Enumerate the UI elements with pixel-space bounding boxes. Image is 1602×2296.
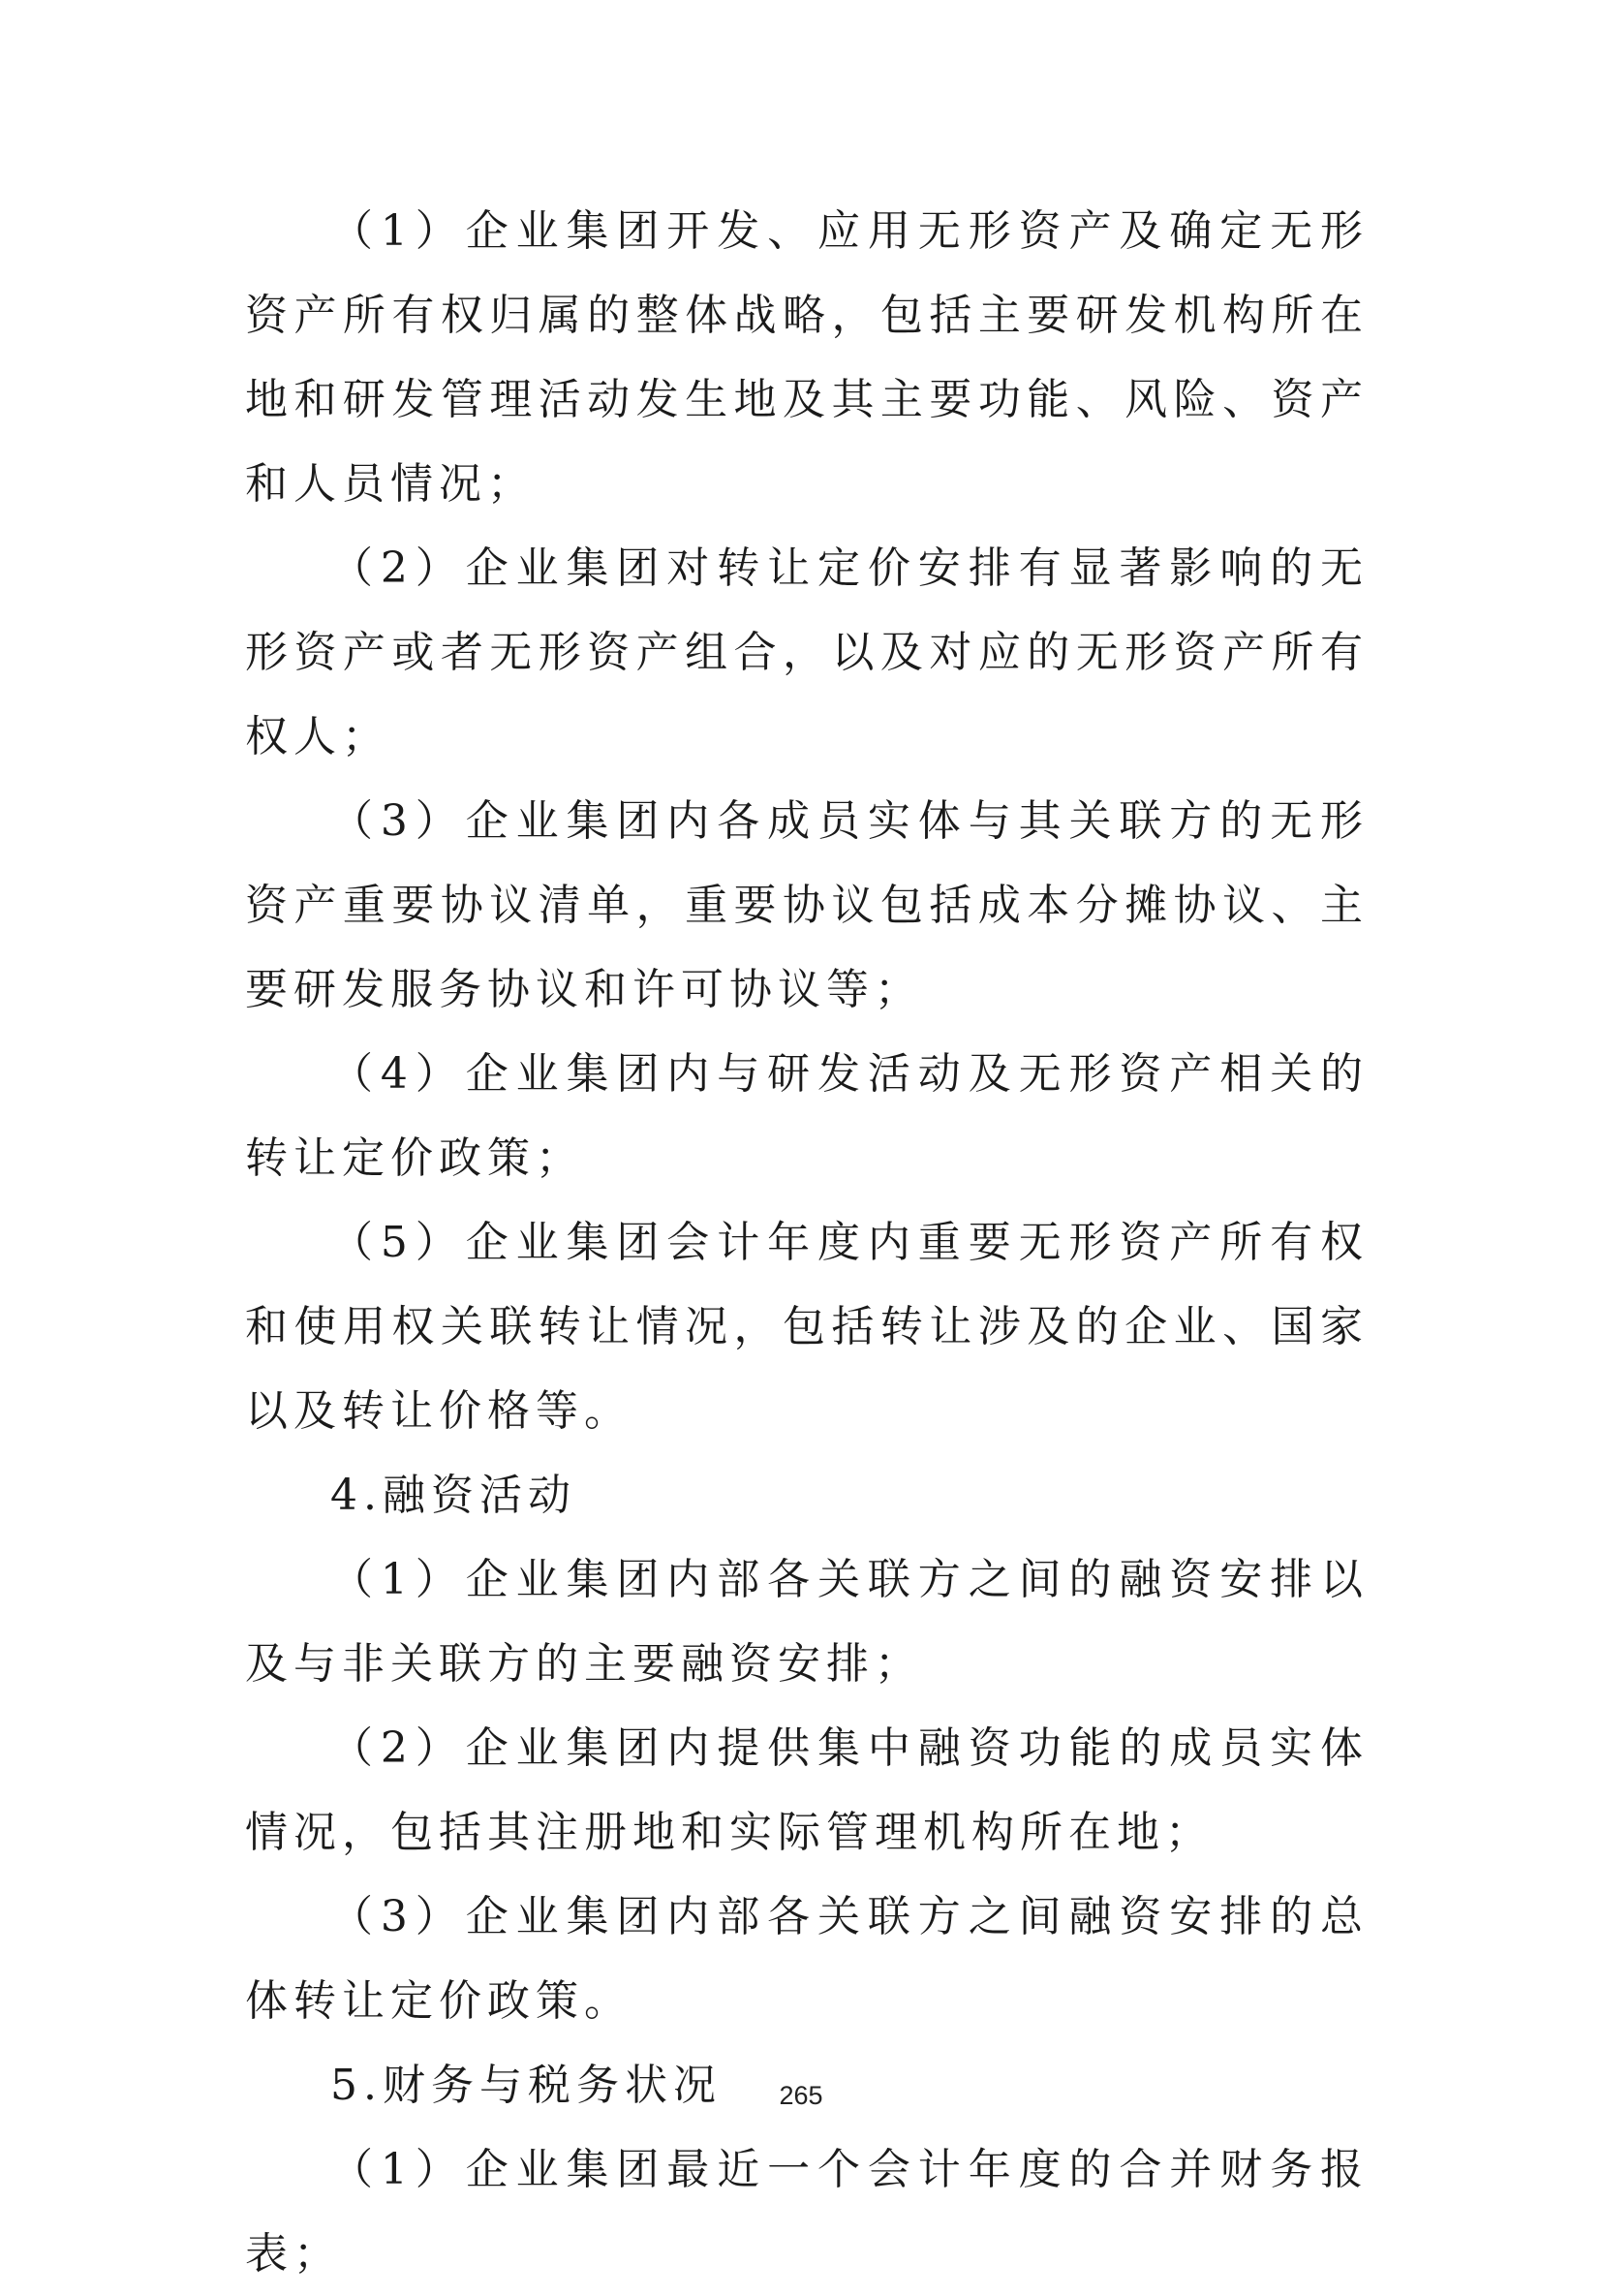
paragraph-financing-arrangements: （1）企业集团内部各关联方之间的融资安排以及与非关联方的主要融资安排；: [245, 1555, 1369, 1689]
paragraph-intangible-assets: （2）企业集团对转让定价安排有显著影响的无形资产或者无形资产组合，以及对应的无形资产所有权人；: [245, 543, 1369, 761]
paragraph-intangible-strategy: （1）企业集团开发、应用无形资产及确定无形资产所有权归属的整体战略，包括主要研发机构所在地和研发管理活动发生地及其主要功能、风险、资产和人员情况；: [245, 206, 1369, 509]
paragraph-intangible-transfers: （5）企业集团会计年度内重要无形资产所有权和使用权关联转让情况，包括转让涉及的企业、国家以及转让价格等。: [245, 1218, 1369, 1436]
page-number: 265: [779, 2081, 823, 2110]
paragraph-financing-transfer-pricing: （3）企业集团内部各关联方之间融资安排的总体转让定价政策。: [245, 1892, 1369, 2026]
document-body: [245, 189, 1369, 2296]
section-heading-finance-tax: 5.财务与税务状况: [330, 2061, 722, 2110]
section-heading-financing: 4.融资活动: [330, 1471, 576, 1520]
paragraph-consolidated-statements: （1）企业集团最近一个会计年度的合并财务报表；: [245, 2145, 1369, 2279]
paragraph-central-financing-entities: （2）企业集团内提供集中融资功能的成员实体情况，包括其注册地和实际管理机构所在地；: [245, 1723, 1369, 1857]
paragraph-intangible-agreements: （3）企业集团内各成员实体与其关联方的无形资产重要协议清单，重要协议包括成本分摊协议、主要研发服务协议和许可协议等；: [245, 796, 1369, 1014]
paragraph-rd-transfer-pricing: （4）企业集团内与研发活动及无形资产相关的转让定价政策；: [245, 1049, 1369, 1183]
